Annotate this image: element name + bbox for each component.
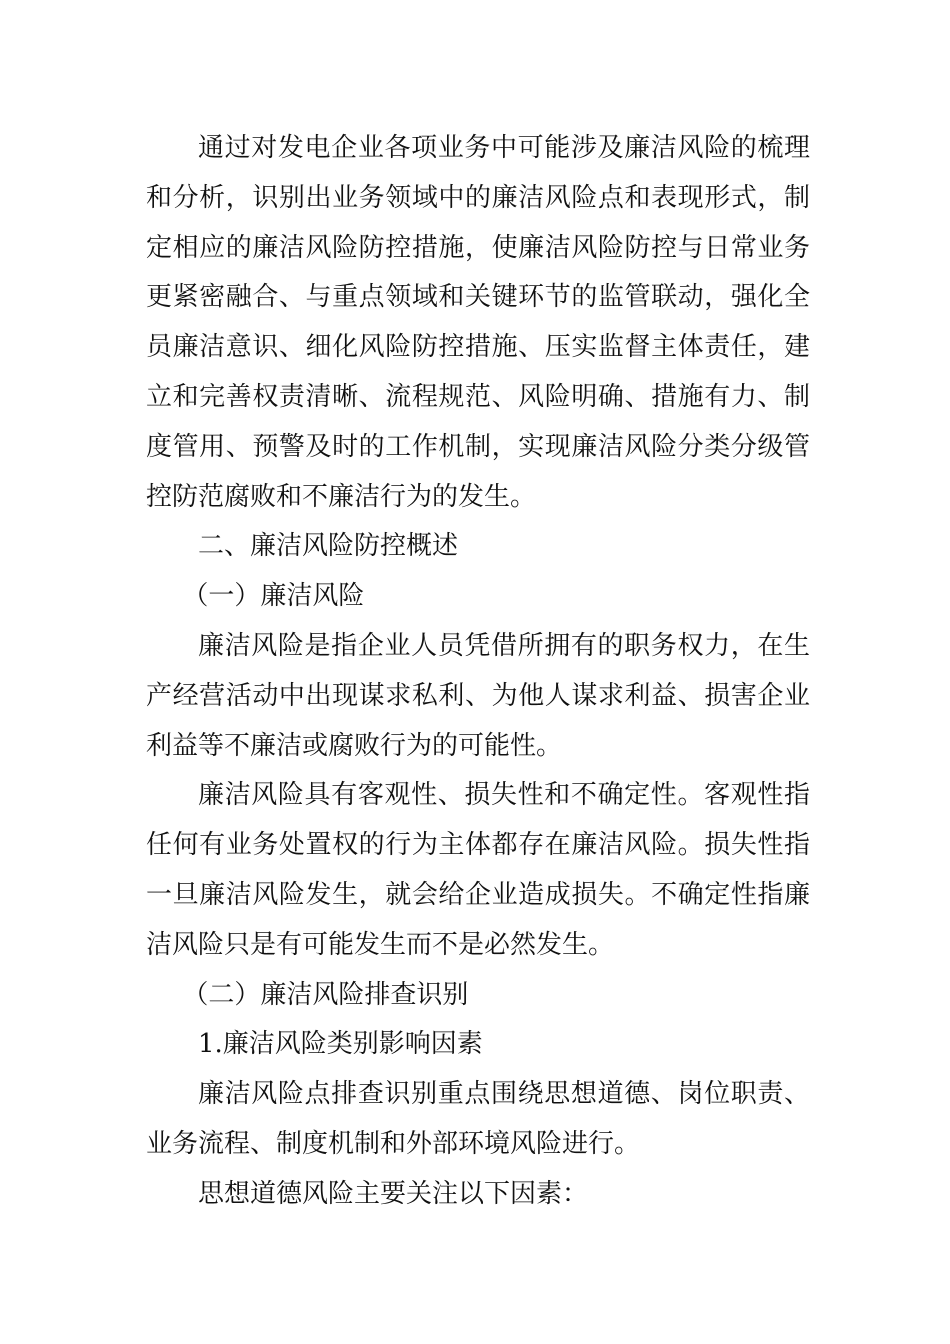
identification-paragraph: 廉洁风险点排查识别重点围绕思想道德、岗位职责、业务流程、制度机制和外部环境风险进行。 bbox=[146, 1079, 810, 1159]
document-body bbox=[146, 124, 810, 1220]
characteristics-paragraph: 廉洁风险具有客观性、损失性和不确定性。客观性指任何有业务处置权的行为主体都存在廉洁风险。损失性指一旦廉洁风险发生，就会给企业造成损失。不确定性指廉洁风险只是有可能发生而不是必然发生。 bbox=[146, 780, 810, 960]
moral-risk-paragraph: 思想道德风险主要关注以下因素： bbox=[198, 1178, 589, 1209]
intro-paragraph: 通过对发电企业各项业务中可能涉及廉洁风险的梳理和分析，识别出业务领域中的廉洁风险点和表现形式，制定相应的廉洁风险防控措施，使廉洁风险防控与日常业务更紧密融合、与重点领域和关键环节的监管联动，强化全员廉洁意识、细化风险防控措施、压实监督主体责任，建立和完善权责清晰、流程规范、风险明确、措施有力、制度管用、预警及时的工作机制，实现廉洁风险分类分级管控防范腐败和不廉洁行为的发生。 bbox=[146, 133, 810, 512]
item-heading-1: 1.廉洁风险类别影响因素 bbox=[198, 1029, 483, 1060]
subsection-heading-1: （一）廉洁风险 bbox=[182, 581, 365, 612]
definition-paragraph: 廉洁风险是指企业人员凭借所拥有的职务权力，在生产经营活动中出现谋求私利、为他人谋求利益、损害企业利益等不廉洁或腐败行为的可能性。 bbox=[146, 630, 810, 761]
subsection-heading-2: （二）廉洁风险排查识别 bbox=[182, 979, 469, 1010]
section-heading-2: 二、廉洁风险防控概述 bbox=[198, 531, 459, 562]
